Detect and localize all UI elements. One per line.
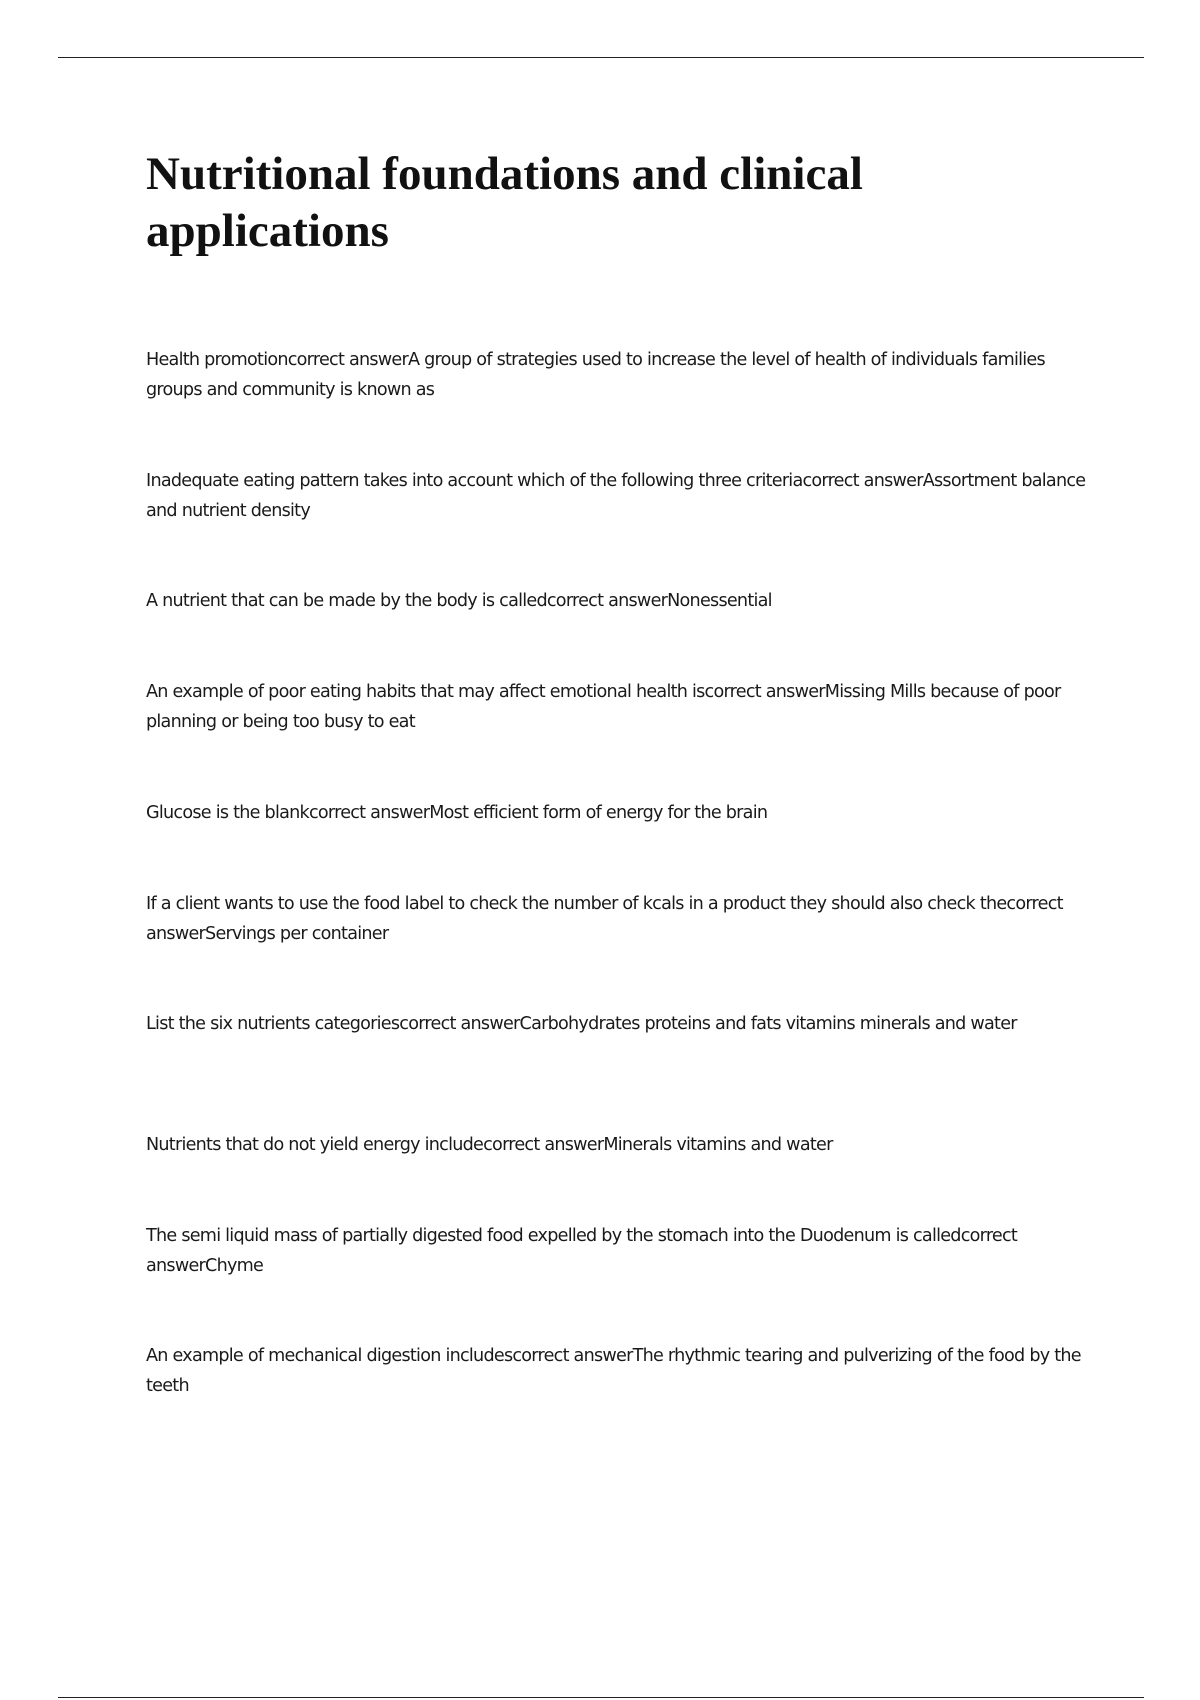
top-divider <box>58 57 1144 58</box>
qa-entry: An example of poor eating habits that may affect emotional health iscorrect answerMissing Mills because of poor planning or being too busy to eat <box>146 682 1061 732</box>
bottom-divider <box>58 1697 1144 1698</box>
qa-entry: Nutrients that do not yield energy includecorrect answerMinerals vitamins and water <box>146 1135 833 1155</box>
page-title: Nutritional foundations and clinical applications <box>146 148 863 257</box>
qa-entry: Glucose is the blankcorrect answerMost efficient form of energy for the brain <box>146 803 768 823</box>
qa-entry: If a client wants to use the food label to check the number of kcals in a product they should also check thecorrect answerServings per container <box>146 894 1063 944</box>
qa-entry: A nutrient that can be made by the body is calledcorrect answerNonessential <box>146 591 772 611</box>
qa-entry: An example of mechanical digestion includescorrect answerThe rhythmic tearing and pulverizing of the food by the teeth <box>146 1346 1081 1396</box>
qa-entry: List the six nutrients categoriescorrect answerCarbohydrates proteins and fats vitamins minerals and water <box>146 1014 1017 1034</box>
qa-entry: The semi liquid mass of partially digested food expelled by the stomach into the Duodenum is calledcorrect answerChyme <box>146 1226 1018 1276</box>
qa-entry: Health promotioncorrect answerA group of strategies used to increase the level of health of individuals families groups and community is known as <box>146 350 1045 400</box>
qa-entry: Inadequate eating pattern takes into account which of the following three criteriacorrect answerAssortment balance and nutrient density <box>146 471 1086 521</box>
